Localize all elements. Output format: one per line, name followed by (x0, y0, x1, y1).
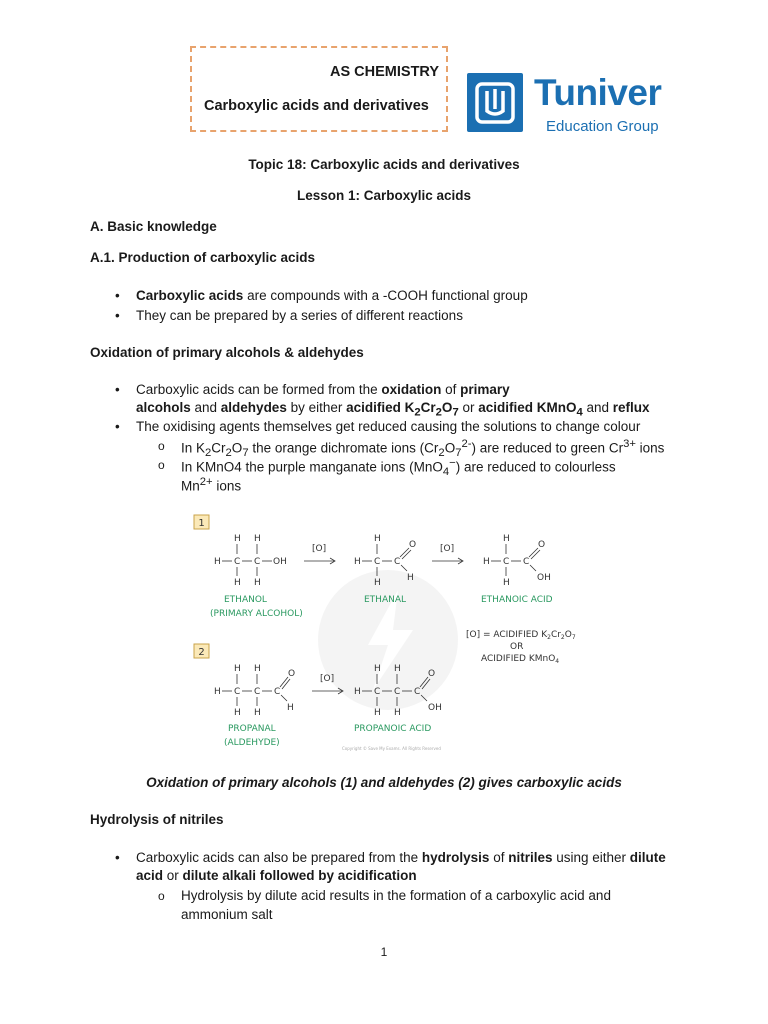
svg-text:C: C (254, 687, 261, 697)
svg-text:O: O (288, 669, 296, 679)
svg-text:H: H (254, 708, 261, 718)
figure-caption: Oxidation of primary alcohols (1) and aldehydes (2) gives carboxylic acids (146, 775, 622, 790)
svg-text:H: H (254, 664, 261, 674)
svg-text:C: C (503, 557, 510, 567)
svg-text:H: H (354, 557, 361, 567)
oxidation-label: [O] (320, 674, 335, 684)
svg-text:OH: OH (537, 573, 551, 583)
lesson-title: Lesson 1: Carboxylic acids (296, 188, 472, 203)
svg-text:O: O (409, 540, 417, 550)
hydrolysis-heading: Hydrolysis of nitriles (90, 812, 224, 827)
svg-text:OH: OH (428, 703, 442, 713)
legend-or: OR (510, 642, 524, 652)
svg-text:H: H (234, 534, 241, 544)
propanal-label: PROPANAL (228, 724, 276, 734)
svg-text:H: H (483, 557, 490, 567)
oxidant-legend-alt: ACIDIFIED KMnO$_4$ (481, 654, 560, 665)
section-a-heading: A. Basic knowledge (90, 219, 217, 234)
topic-title: Topic 18: Carboxylic acids and derivatives (248, 157, 520, 172)
svg-text:H: H (214, 687, 221, 697)
svg-text:H: H (287, 703, 294, 713)
svg-text:C: C (374, 557, 381, 567)
svg-text:C: C (274, 687, 281, 697)
ethanoic-acid-label: ETHANOIC ACID (481, 595, 553, 605)
svg-text:H: H (214, 557, 221, 567)
propanoic-acid-label: PROPANOIC ACID (354, 724, 432, 734)
ethanal-label: ETHANAL (364, 595, 407, 605)
section-a1-heading: A.1. Production of carboxylic acids (90, 250, 316, 265)
svg-text:H: H (503, 578, 510, 588)
svg-text:H: H (234, 664, 241, 674)
oxidation-label: [O] (440, 544, 455, 554)
svg-text:H: H (407, 573, 414, 583)
svg-text:C: C (394, 687, 401, 697)
oxidation-label: [O] (312, 544, 327, 554)
svg-text:H: H (394, 664, 401, 674)
aldehyde-label: (ALDEHYDE) (224, 738, 280, 748)
svg-text:H: H (374, 578, 381, 588)
tuniver-logo-icon (467, 73, 523, 132)
copyright-note: Copyright © Save My Exams. All Rights Reserved (342, 746, 441, 751)
logo-name: Tuniver (534, 72, 662, 113)
svg-text:H: H (374, 534, 381, 544)
page-number: 1 (380, 945, 388, 959)
svg-text:C: C (234, 557, 241, 567)
svg-text:OH: OH (273, 557, 287, 567)
ethanoic-acid-structure (483, 534, 551, 588)
svg-text:H: H (374, 664, 381, 674)
svg-text:H: H (234, 708, 241, 718)
svg-text:C: C (374, 687, 381, 697)
primary-alcohol-label: (PRIMARY ALCOHOL) (210, 609, 303, 619)
svg-text:H: H (503, 534, 510, 544)
svg-text:C: C (394, 557, 401, 567)
svg-text:H: H (234, 578, 241, 588)
svg-text:O: O (538, 540, 546, 550)
ethanol-label: ETHANOL (224, 595, 267, 605)
propanal-structure (214, 664, 295, 718)
step-2-label: 2 (198, 647, 205, 658)
svg-text:C: C (234, 687, 241, 697)
svg-text:H: H (254, 534, 261, 544)
header-title-box (190, 46, 448, 132)
course-title: AS CHEMISTRY (330, 64, 440, 80)
svg-text:H: H (254, 578, 261, 588)
oxidation-diagram (188, 510, 588, 755)
svg-text:C: C (414, 687, 421, 697)
ethanol-structure (214, 534, 287, 588)
svg-text:O: O (428, 669, 436, 679)
svg-text:H: H (374, 708, 381, 718)
oxidation-heading: Oxidation of primary alcohols & aldehydes (90, 345, 364, 360)
svg-text:H: H (394, 708, 401, 718)
course-subtitle: Carboxylic acids and derivatives (204, 98, 429, 114)
logo-subtitle: Education Group (546, 118, 659, 135)
oxidant-legend: [O] = ACIDIFIED $K_2Cr_2O_7$ (466, 630, 576, 641)
svg-text:H: H (354, 687, 361, 697)
step-1-label: 1 (198, 518, 205, 529)
svg-text:C: C (523, 557, 530, 567)
svg-text:C: C (254, 557, 261, 567)
